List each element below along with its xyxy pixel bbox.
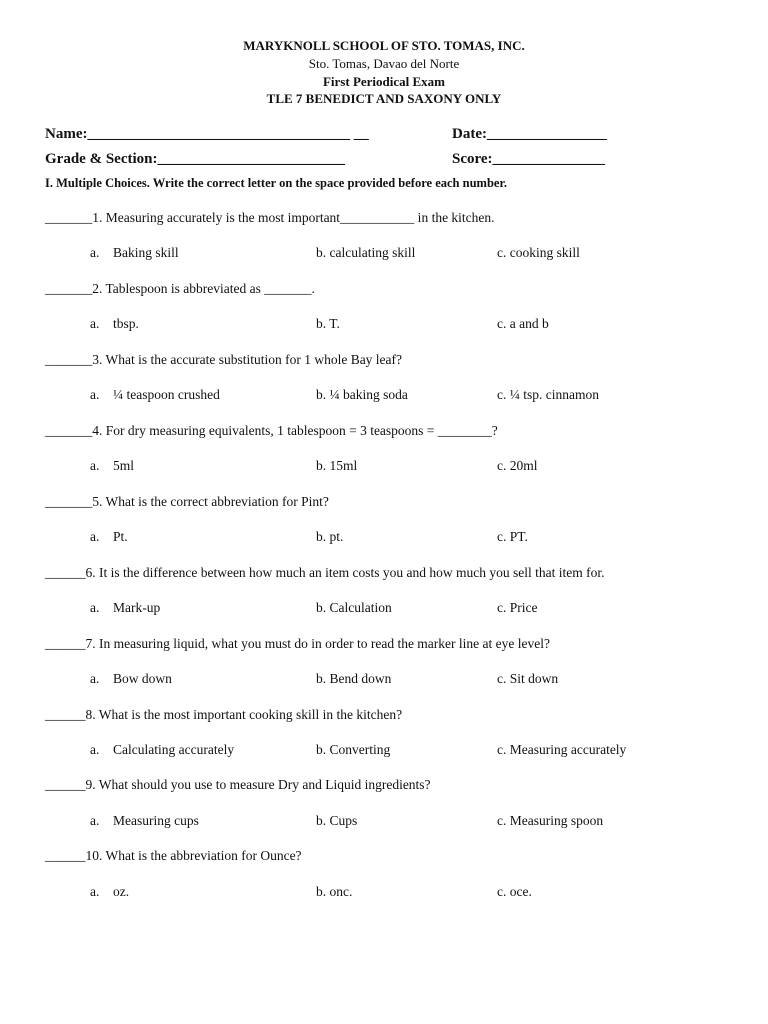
option-b: b. ¼ baking soda: [316, 387, 408, 402]
option-a: [90, 316, 139, 332]
option-c: c. Measuring spoon: [497, 813, 604, 828]
exam-subject: TLE 7 BENEDICT AND SAXONY ONLY: [266, 91, 502, 106]
option-text: Pt.: [113, 529, 128, 544]
option-b: b. onc.: [316, 884, 353, 899]
option-letter: a.: [90, 245, 100, 260]
name-field: Name:___________________________________ __: [45, 126, 369, 142]
instructions: I. Multiple Choices. Write the correct letter on the space provided before each number.: [45, 176, 507, 190]
option-b: b. 15ml: [316, 458, 358, 473]
option-c: c. Price: [497, 600, 538, 615]
option-text: Bow down: [113, 671, 172, 686]
exam-title: First Periodical Exam: [322, 74, 446, 89]
school-address: Sto. Tomas, Davao del Norte: [308, 56, 460, 71]
question-9: ______9. What should you use to measure Dry and Liquid ingredients?: [45, 777, 431, 792]
option-a: [90, 529, 128, 545]
option-a: [90, 742, 234, 758]
option-a: [90, 884, 129, 900]
option-text: oz.: [113, 884, 130, 899]
option-b: b. T.: [316, 316, 340, 331]
option-letter: a.: [90, 671, 100, 686]
option-c: c. cooking skill: [497, 245, 580, 260]
date-field: Date:________________: [452, 126, 607, 142]
school-name: MARYKNOLL SCHOOL OF STO. TOMAS, INC.: [243, 38, 525, 53]
option-c: c. 20ml: [497, 458, 538, 473]
option-b: b. Calculation: [316, 600, 392, 615]
option-text: 5ml: [113, 458, 135, 473]
question-7: ______7. In measuring liquid, what you must do in order to read the marker line at eye level?: [45, 636, 550, 651]
option-text: ¼ teaspoon crushed: [113, 387, 220, 402]
option-letter: a.: [90, 884, 100, 899]
option-b: b. Cups: [316, 813, 358, 828]
option-c: c. ¼ tsp. cinnamon: [497, 387, 599, 402]
option-a: [90, 245, 179, 261]
option-b: b. calculating skill: [316, 245, 416, 260]
option-a: [90, 387, 220, 403]
question-1: _______1. Measuring accurately is the most important___________ in the kitchen.: [45, 210, 495, 225]
option-letter: a.: [90, 600, 100, 615]
question-2: _______2. Tablespoon is abbreviated as _______.: [45, 281, 315, 296]
option-text: Measuring cups: [113, 813, 199, 828]
option-a: [90, 813, 199, 829]
question-8: ______8. What is the most important cooking skill in the kitchen?: [45, 707, 403, 722]
option-letter: a.: [90, 387, 100, 402]
question-3: _______3. What is the accurate substitution for 1 whole Bay leaf?: [45, 352, 403, 367]
option-letter: a.: [90, 742, 100, 757]
option-letter: a.: [90, 813, 100, 828]
option-b: b. Converting: [316, 742, 391, 757]
question-6: ______6. It is the difference between how much an item costs you and how much you sell that item for.: [45, 565, 605, 580]
option-b: b. pt.: [316, 529, 344, 544]
question-10: ______10. What is the abbreviation for Ounce?: [45, 848, 302, 863]
option-a: [90, 671, 172, 687]
option-letter: a.: [90, 529, 100, 544]
option-c: c. a and b: [497, 316, 549, 331]
option-letter: a.: [90, 458, 100, 473]
score-field: Score:_______________: [452, 151, 606, 167]
option-text: Calculating accurately: [113, 742, 235, 757]
option-letter: a.: [90, 316, 100, 331]
option-text: Mark-up: [113, 600, 161, 615]
option-a: [90, 600, 160, 616]
option-c: c. oce.: [497, 884, 532, 899]
option-a: [90, 458, 134, 474]
question-4: _______4. For dry measuring equivalents, 1 tablespoon = 3 teaspoons = ________?: [45, 423, 498, 438]
option-text: Baking skill: [113, 245, 179, 260]
grade-section-field: Grade & Section:_________________________: [45, 151, 345, 167]
option-text: tbsp.: [113, 316, 139, 331]
question-5: _______5. What is the correct abbreviation for Pint?: [45, 494, 329, 509]
option-c: c. Sit down: [497, 671, 559, 686]
option-c: c. Measuring accurately: [497, 742, 627, 757]
option-c: c. PT.: [497, 529, 528, 544]
option-b: b. Bend down: [316, 671, 392, 686]
